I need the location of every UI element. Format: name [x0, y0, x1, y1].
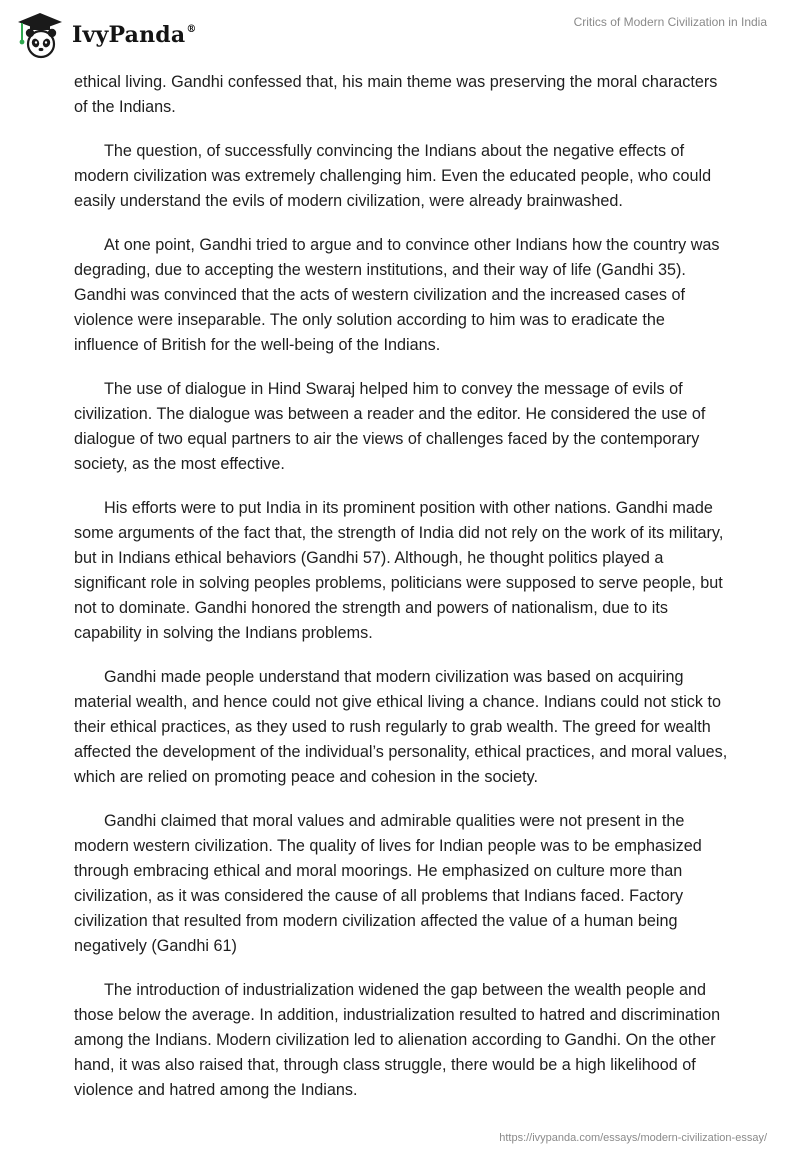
document-title: Critics of Modern Civilization in India — [573, 15, 767, 29]
paragraph: The introduction of industrialization widened the gap between the wealth people and those below the average. In addition, industrialization resulted to hatred and discrimination among the Indians. Modern civilization led to alienation according to Gandhi. On the other hand, it was also raised that, through class struggle, there would be a high likelihood of violence and hatred among the Indians. — [74, 981, 721, 1099]
essay-body — [74, 70, 734, 1122]
paragraph: Gandhi claimed that moral values and admirable qualities were not present in the modern western civilization. The quality of lives for Indian people was to be emphasized through embracing ethical and moral moorings. He emphasized on culture more than civilization, as it was considered the cause of all problems that Indians faced. Factory civilization that resulted from modern civilization affected the value of a human being negatively (Gandhi 61) — [74, 812, 702, 955]
brand-name — [72, 22, 197, 48]
brand-name-text: IvyPanda — [72, 22, 186, 48]
page-header — [0, 0, 800, 70]
registered-mark: ® — [186, 23, 197, 35]
ivypanda-logo[interactable] — [12, 8, 197, 60]
paragraph: The question, of successfully convincing the Indians about the negative effects of modern civilization was extremely challenging him. Even the educated people, who could easily understand the evils of modern civilization, were already brainwashed. — [74, 142, 712, 210]
source-url: https://ivypanda.com/essays/modern-civilization-essay/ — [499, 1132, 767, 1144]
paragraph: His efforts were to put India in its prominent position with other nations. Gandhi made some arguments of the fact that, the strength of India did not rely on the work of its military, but in Indians ethical behaviors (Gandhi 57). Although, he thought politics played a significant role in solving peoples problems, politicians were supposed to serve people, but not to dominate. Gandhi honored the strength and powers of nationalism, due to its capability in solving the Indians problems. — [74, 499, 724, 642]
panda-graduation-cap-icon — [12, 8, 68, 60]
paragraph: At one point, Gandhi tried to argue and to convince other Indians how the country was degrading, due to accepting the western institutions, and their way of life (Gandhi 35). Gandhi was convinced that the acts of western civilization and the increased cases of violence were inseparable. The only solution according to him was to eradicate the influence of British for the well-being of the Indians. — [74, 236, 720, 354]
paragraph: ethical living. Gandhi confessed that, his main theme was preserving the moral characters of the Indians. — [74, 73, 718, 116]
paragraph: The use of dialogue in Hind Swaraj helped him to convey the message of evils of civilization. The dialogue was between a reader and the editor. He considered the use of dialogue of two equal partners to air the views of challenges faced by the contemporary society, as the most effective. — [74, 380, 706, 473]
paragraph: Gandhi made people understand that modern civilization was based on acquiring material wealth, and hence could not give ethical living a chance. Indians could not stick to their ethical practices, as they used to rush regularly to grab wealth. The greed for wealth affected the development of the individual’s personality, ethical practices, and moral values, which are relied on promoting peace and cohesion in the society. — [74, 668, 728, 786]
